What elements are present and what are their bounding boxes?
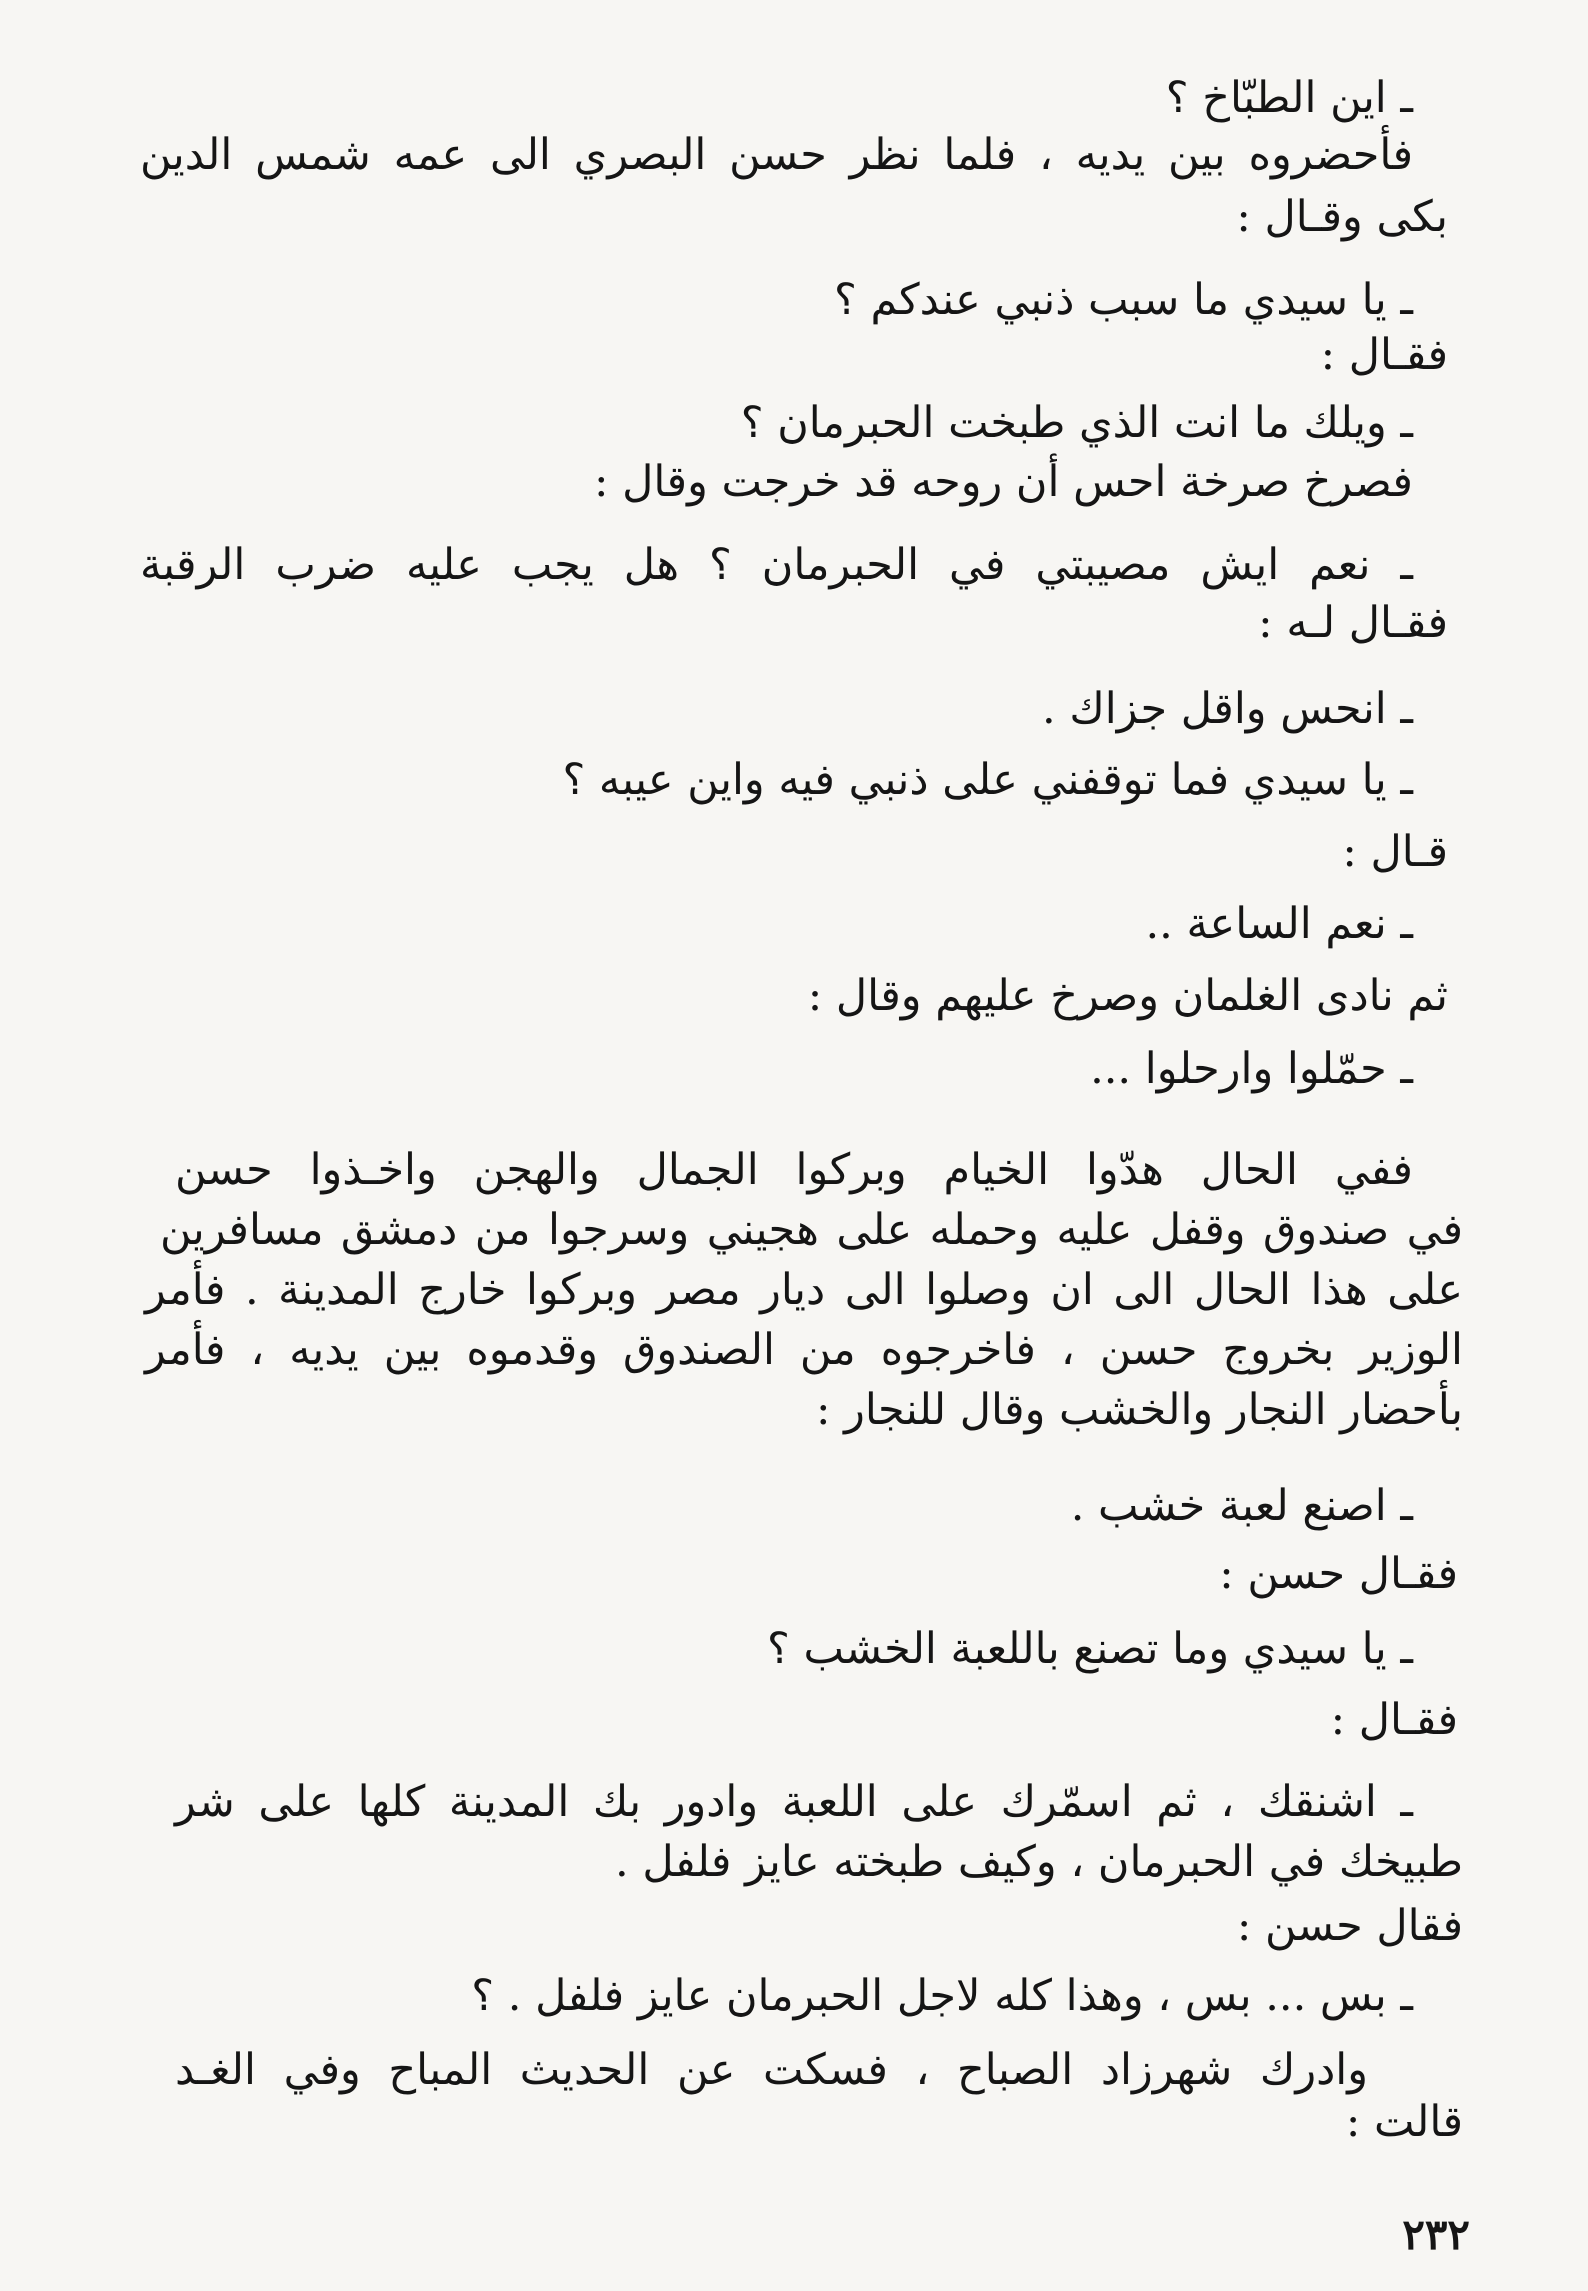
text-line: فقـال لـه : bbox=[1258, 598, 1448, 648]
text-line: ـ اين الطبّاخ ؟ bbox=[1165, 73, 1413, 123]
text-line: ـ ويلك ما انت الذي طبخت الحبرمان ؟ bbox=[740, 398, 1413, 448]
text-line: ـ حمّلوا وارحلوا ... bbox=[1090, 1044, 1413, 1094]
text-line: طبيخك في الحبرمان ، وكيف طبخته عايز فلفل . bbox=[615, 1837, 1463, 1887]
text-line: وادرك شهرزاد الصباح ، فسكت عن الحديث المباح وفي الغـد bbox=[175, 2045, 1368, 2095]
text-line: ـ اصنع لعبة خشب . bbox=[1070, 1481, 1413, 1531]
text-line: بكى وقـال : bbox=[1236, 192, 1448, 242]
text-line: فقال حسن : bbox=[1236, 1901, 1463, 1951]
text-line: قالت : bbox=[1345, 2097, 1463, 2147]
text-line: على هذا الحال الى ان وصلوا الى ديار مصر وبركوا خارج المدينة . فأمر bbox=[145, 1265, 1463, 1315]
text-line: فقـال حسن : bbox=[1219, 1549, 1458, 1599]
text-line: في صندوق وقفل عليه وحمله على هجيني وسرجوا من دمشق مسافرين bbox=[160, 1205, 1463, 1255]
text-line: الوزير بخروج حسن ، فاخرجوه من الصندوق وقدموه بين يديه ، فأمر bbox=[145, 1325, 1463, 1375]
text-line: فقـال : bbox=[1320, 330, 1448, 380]
text-line: ـ يا سيدي ما سبب ذنبي عندكم ؟ bbox=[834, 275, 1413, 325]
text-line: ـ يا سيدي وما تصنع باللعبة الخشب ؟ bbox=[767, 1624, 1413, 1674]
text-line: ثم نادى الغلمان وصرخ عليهم وقال : bbox=[807, 971, 1448, 1021]
text-line: ففي الحال هدّوا الخيام وبركوا الجمال والهجن واخـذوا حسن bbox=[175, 1145, 1413, 1195]
page-number: ٢٣٢ bbox=[1402, 2210, 1470, 2259]
text-line: ـ نعم ايش مصيبتي في الحبرمان ؟ هل يجب عليه ضرب الرقبة bbox=[140, 540, 1413, 590]
text-line: ـ انحس واقل جزاك . bbox=[1042, 684, 1413, 734]
text-line: ـ يا سيدي فما توقفني على ذنبي فيه واين عيبه ؟ bbox=[562, 755, 1413, 805]
text-line: بأحضار النجار والخشب وقال للنجار : bbox=[815, 1385, 1463, 1435]
text-line: قـال : bbox=[1342, 827, 1448, 877]
text-line: فأحضروه بين يديه ، فلما نظر حسن البصري الى عمه شمس الدين bbox=[140, 130, 1413, 180]
text-line: ـ اشنقك ، ثم اسمّرك على اللعبة وادور بك المدينة كلها على شر bbox=[175, 1777, 1413, 1827]
text-line: ـ نعم الساعة .. bbox=[1145, 899, 1413, 949]
text-line: فقـال : bbox=[1330, 1695, 1458, 1745]
text-line: فصرخ صرخة احس أن روحه قد خرجت وقال : bbox=[594, 457, 1413, 507]
text-line: ـ بس ... بس ، وهذا كله لاجل الحبرمان عايز فلفل . ؟ bbox=[471, 1971, 1413, 2021]
